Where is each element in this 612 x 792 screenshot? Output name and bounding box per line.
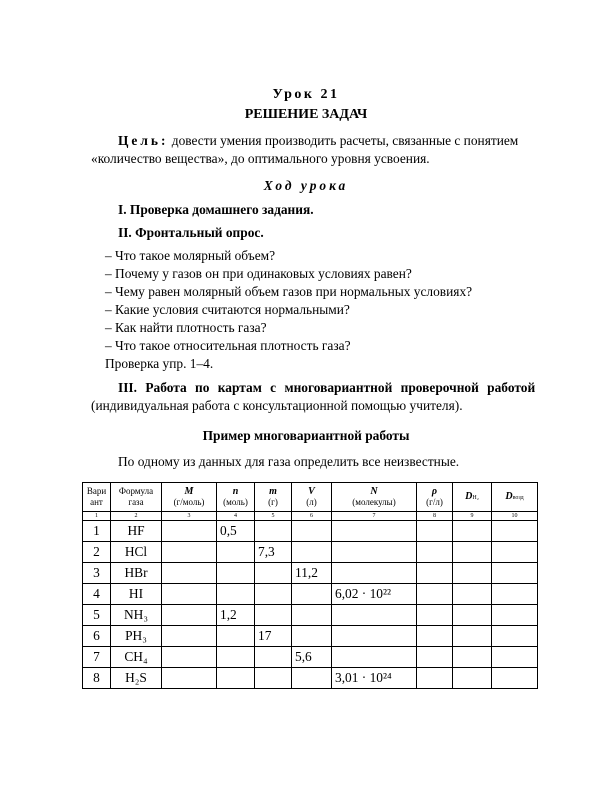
header-density: ρ (г/л)	[417, 483, 453, 512]
cell-m	[162, 647, 217, 668]
cell-formula: PH₃	[111, 626, 162, 647]
question-item: – Что такое молярный объем?	[105, 248, 276, 263]
course-heading: Ход урока	[263, 178, 349, 193]
table-row	[83, 668, 538, 689]
header-variant: Вари ант	[83, 483, 111, 512]
cell-n: 6,02 · 10²²	[332, 584, 417, 605]
cell-dair	[492, 605, 538, 626]
cell-dh2	[453, 584, 492, 605]
cell-m	[162, 626, 217, 647]
cell-n	[332, 521, 417, 542]
cell-m	[255, 647, 292, 668]
table-row	[83, 647, 538, 668]
table-row	[83, 521, 538, 542]
task-text: По одному из данных для газа определить все неизвестные.	[118, 454, 460, 469]
header-rel-density-h2: DH₂	[453, 483, 492, 512]
cell-dh2	[453, 521, 492, 542]
col-number: 5	[255, 512, 292, 521]
cell-rho	[417, 647, 453, 668]
cell-dh2	[453, 647, 492, 668]
header-rel-density-air: Dвозд	[492, 483, 538, 512]
table-row	[83, 542, 538, 563]
lesson-subtitle: РЕШЕНИЕ ЗАДАЧ	[244, 107, 368, 122]
col-number: 6	[292, 512, 332, 521]
variants-table	[82, 482, 537, 701]
cell-m	[162, 542, 217, 563]
cell-n	[217, 563, 255, 584]
cell-v	[292, 521, 332, 542]
cell-n	[332, 626, 417, 647]
cell-m	[255, 584, 292, 605]
goal-text-2: «количество вещества», до оптимального уровня усвоения.	[91, 151, 430, 166]
question-item: – Как найти плотность газа?	[105, 320, 267, 335]
cell-dh2	[453, 542, 492, 563]
cell-formula: HF	[111, 521, 162, 542]
header-molecules: N (молекулы)	[332, 483, 417, 512]
cell-dair	[492, 668, 538, 689]
cell-variant: 6	[83, 626, 111, 647]
cell-v	[292, 605, 332, 626]
question-item: – Какие условия считаются нормальными?	[105, 302, 350, 317]
col-number: 8	[417, 512, 453, 521]
cell-n	[217, 668, 255, 689]
cell-n	[217, 584, 255, 605]
cell-rho	[417, 626, 453, 647]
cell-rho	[417, 668, 453, 689]
cell-rho	[417, 605, 453, 626]
cell-v: 5,6	[292, 647, 332, 668]
cell-variant: 1	[83, 521, 111, 542]
cell-m: 7,3	[255, 542, 292, 563]
table-row	[83, 584, 538, 605]
cell-dair	[492, 563, 538, 584]
cell-variant: 4	[83, 584, 111, 605]
question-item: – Почему у газов он при одинаковых условиях равен?	[105, 266, 412, 281]
cell-m	[162, 521, 217, 542]
table-row	[83, 563, 538, 584]
cell-variant: 7	[83, 647, 111, 668]
cell-m	[162, 563, 217, 584]
cell-n	[332, 563, 417, 584]
cell-variant: 8	[83, 668, 111, 689]
cell-dair	[492, 647, 538, 668]
cell-n: 1,2	[217, 605, 255, 626]
cell-n: 3,01 · 10²⁴	[332, 668, 417, 689]
cell-dair	[492, 542, 538, 563]
goal-text-1: довести умения производить расчеты, связанные с понятием	[171, 133, 519, 148]
cell-m	[255, 605, 292, 626]
cell-n: 0,5	[217, 521, 255, 542]
cell-dair	[492, 626, 538, 647]
cell-v	[292, 584, 332, 605]
section-2-heading: II. Фронтальный опрос.	[118, 225, 264, 240]
cell-dh2	[453, 563, 492, 584]
cell-formula: HBr	[111, 563, 162, 584]
table-row	[83, 605, 538, 626]
cell-n	[332, 542, 417, 563]
cell-m	[255, 521, 292, 542]
cell-m	[162, 584, 217, 605]
cell-formula: HI	[111, 584, 162, 605]
cell-rho	[417, 584, 453, 605]
header-formula: Формула газа	[111, 483, 162, 512]
cell-v: 11,2	[292, 563, 332, 584]
cell-rho	[417, 542, 453, 563]
table-header-row	[83, 483, 538, 512]
header-volume: V (л)	[292, 483, 332, 512]
col-number: 4	[217, 512, 255, 521]
cell-variant: 3	[83, 563, 111, 584]
col-number: 1	[83, 512, 111, 521]
cell-dair	[492, 584, 538, 605]
cell-v	[292, 626, 332, 647]
section-3-heading: III. Работа по картам с многовариантной проверочной работой	[118, 380, 536, 395]
cell-m	[255, 563, 292, 584]
section-1-heading: I. Проверка домашнего задания.	[118, 202, 314, 217]
cell-variant: 5	[83, 605, 111, 626]
column-number-row	[83, 512, 538, 521]
cell-dair	[492, 521, 538, 542]
cell-dh2	[453, 626, 492, 647]
cell-n	[217, 542, 255, 563]
goal-label: Цель:	[118, 133, 169, 148]
col-number: 3	[162, 512, 217, 521]
cell-n	[217, 647, 255, 668]
goal-line	[118, 133, 518, 149]
col-number: 9	[453, 512, 492, 521]
cell-formula: NH₃	[111, 605, 162, 626]
cell-m	[255, 668, 292, 689]
cell-formula: HCl	[111, 542, 162, 563]
header-amount: n (моль)	[217, 483, 255, 512]
cell-n	[332, 647, 417, 668]
header-molar-mass: M (г/моль)	[162, 483, 217, 512]
cell-rho	[417, 563, 453, 584]
cell-m	[162, 605, 217, 626]
example-heading: Пример многовариантной работы	[202, 428, 410, 443]
cell-v	[292, 668, 332, 689]
exercise-check: Проверка упр. 1–4.	[105, 356, 214, 371]
col-number: 7	[332, 512, 417, 521]
question-item: – Что такое относительная плотность газа?	[105, 338, 351, 353]
lesson-title: Урок 21	[272, 87, 340, 102]
cell-m: 17	[255, 626, 292, 647]
cell-rho	[417, 521, 453, 542]
cell-n	[217, 626, 255, 647]
question-item: – Чему равен молярный объем газов при нормальных условиях?	[105, 284, 473, 299]
cell-n	[332, 605, 417, 626]
section-3-note: (индивидуальная работа с консультационной помощью учителя).	[91, 398, 463, 413]
cell-m	[162, 668, 217, 689]
cell-dh2	[453, 605, 492, 626]
col-number: 10	[492, 512, 538, 521]
cell-v	[292, 542, 332, 563]
table-row	[83, 626, 538, 647]
cell-formula: CH₄	[111, 647, 162, 668]
cell-variant: 2	[83, 542, 111, 563]
header-mass: m (г)	[255, 483, 292, 512]
cell-dh2	[453, 668, 492, 689]
col-number: 2	[111, 512, 162, 521]
cell-formula: H₂S	[111, 668, 162, 689]
